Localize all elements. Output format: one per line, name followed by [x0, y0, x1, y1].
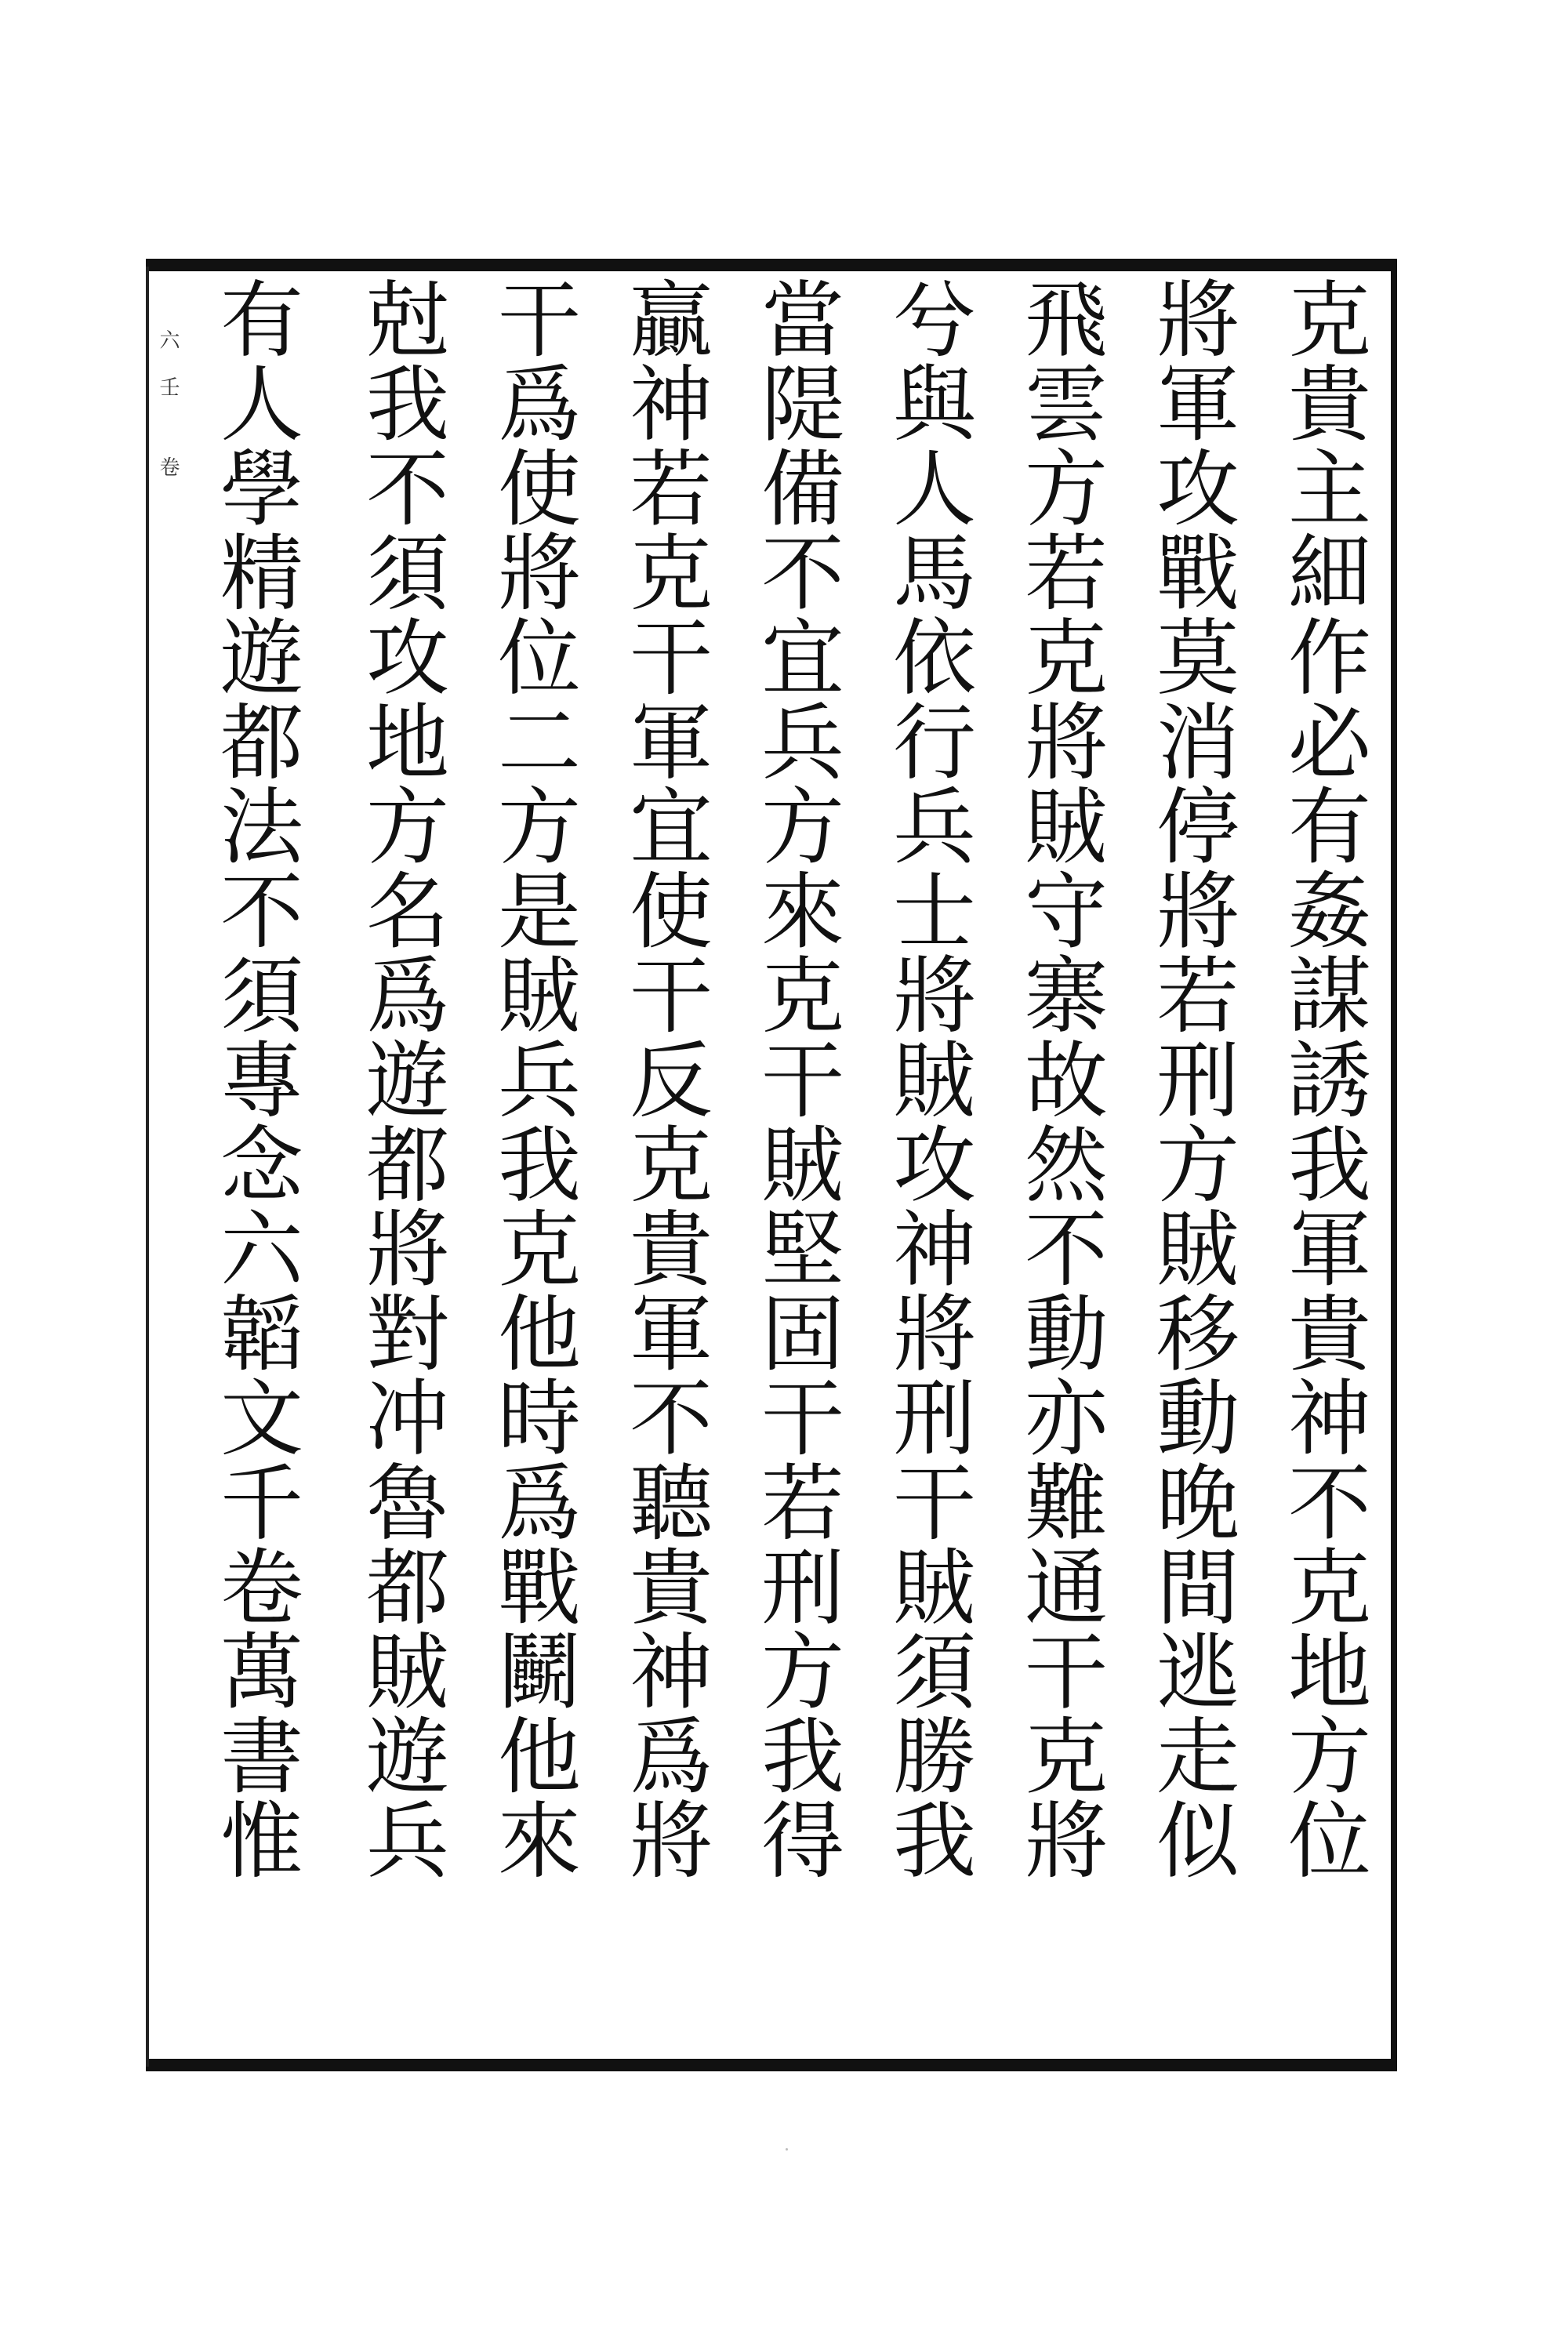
text-column-6: 贏神若克干軍宜使干反克貴軍不聽貴神爲將 [616, 276, 713, 1882]
text-column-5: 當隄備不宜兵方來克干賊堅固干若刑方我得 [748, 276, 844, 1882]
text-column-7: 干爲使將位二方是賊兵我克他時爲戰鬭他來 [485, 276, 581, 1882]
margin-fragment: 六壬 卷 [156, 329, 180, 504]
binding-rule [146, 267, 149, 2067]
text-column-2: 將軍攻戰莫消停將若刑方賊移動晚間逃走似 [1143, 276, 1240, 1882]
paper-speck [786, 2148, 788, 2151]
text-column-3: 飛雲方若克將賊守寨故然不動亦難通干克將 [1011, 276, 1108, 1882]
text-column-4: 兮與人馬依行兵士將賊攻神將刑干賊須勝我 [880, 276, 976, 1882]
text-column-1: 克貴主細作必有姦謀誘我軍貴神不克地方位 [1275, 276, 1371, 1882]
text-column-9: 有人學精遊都法不須專念六韜文千卷萬書惟 [207, 276, 303, 1882]
text-column-8: 尅我不須攻地方名爲遊都將對冲魯都賊遊兵 [353, 276, 449, 1882]
